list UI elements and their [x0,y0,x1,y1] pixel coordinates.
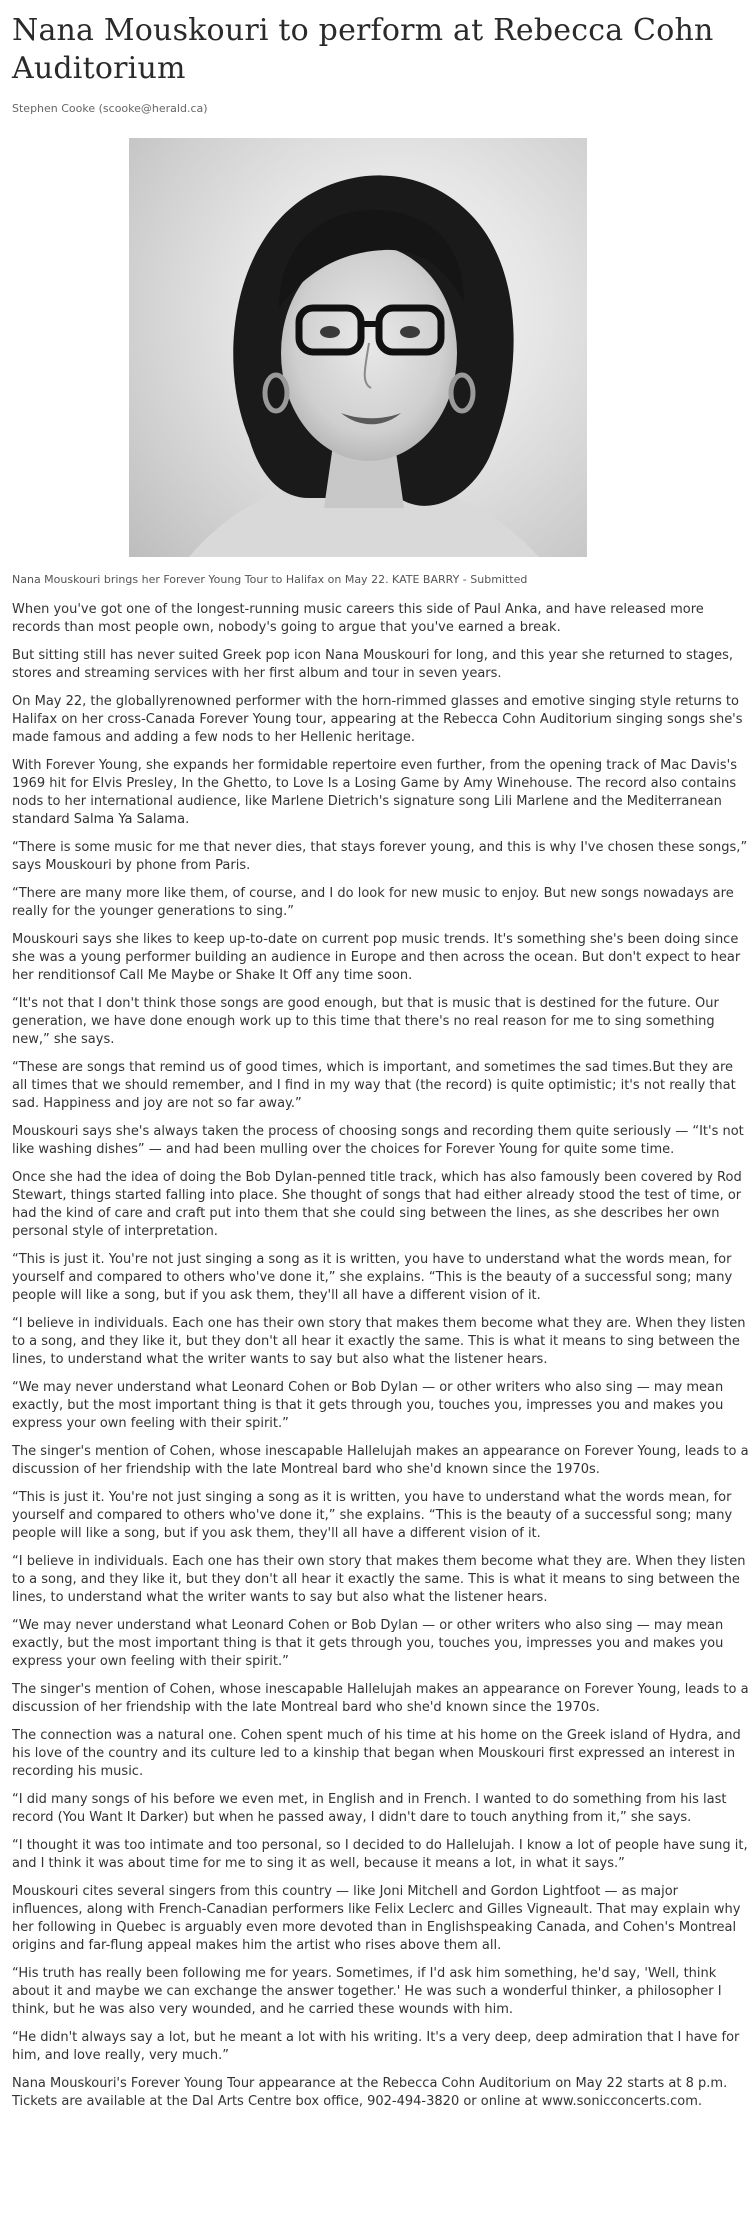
article-photo [129,138,587,557]
paragraph: With Forever Young, she expands her formidable repertoire even further, from the opening track of Mac Davis's 1969 hit for Elvis Presley, In the Ghetto, to Love Is a Losing Game by Amy Winehouse. The record also contains nods to her international audience, like Marlene Dietrich's signature song Lili Marlene and the Mediterranean standard Salma Ya Salama. [12,758,738,827]
paragraph: “There is some music for me that never dies, that stays forever young, and this is why I've chosen these songs,” says Mouskouri by phone from Paris. [12,840,748,873]
paragraph: Once she had the idea of doing the Bob Dylan-penned title track, which has also famously been covered by Rod Stewart, things started falling into place. She thought of songs that had either already stood the test of time, or had the kind of care and craft put into them that she could sing between the lines, as she describes her own personal style of interpretation. [12,1170,742,1239]
paragraph: On May 22, the globallyrenowned performer with the horn-rimmed glasses and emotive singing style returns to Halifax on her cross-Canada Forever Young tour, appearing at the Rebecca Cohn Auditorium singing songs she's made famous and adding a few nods to her Hellenic heritage. [12,694,743,745]
paragraph: “This is just it. You're not just singing a song as it is written, you have to understand what the words mean, for yourself and compared to others who've done it,” she explains. “This is the beauty of a successful song; many people will like a song, but if you ask them, they'll all have a different vision of it. [12,1252,733,1303]
paragraph: “His truth has really been following me for years. Sometimes, if I'd ask him something, he'd say, 'Well, think about it and maybe we can exchange the answer together.' He was such a wonderful thinker, a philosopher I think, but he was also very wounded, and he carried these wounds with him. [12,1966,722,2017]
paragraph: Nana Mouskouri's Forever Young Tour appearance at the Rebecca Cohn Auditorium on May 22 starts at 8 p.m. Tickets are available at the Dal Arts Centre box office, 902-494-3820 or online at www.sonicconcerts.com. [12,2076,728,2109]
paragraph: “We may never understand what Leonard Cohen or Bob Dylan — or other writers who also sing — may mean exactly, but the most important thing is that it gets through you, touches you, impresses you and makes you express your own feeling with their spirit.” [12,1618,724,1669]
paragraph: “I believe in individuals. Each one has their own story that makes them become what they are. When they listen to a song, and they like it, but they don't all hear it exactly the same. This is what it means to sing between the lines, to understand what the writer wants to say but also what the listener hears. [12,1554,746,1605]
paragraph: “I thought it was too intimate and too personal, so I decided to do Hallelujah. I know a lot of people have sung it, and I think it was about time for me to sing it as well, because it means a lot, in what it says.” [12,1838,748,1871]
byline: Stephen Cooke (scooke@herald.ca) [12,102,208,115]
paragraph: The singer's mention of Cohen, whose inescapable Hallelujah makes an appearance on Forever Young, leads to a discussion of her friendship with the late Montreal bard who she'd known since the 1970s. [12,1682,749,1715]
paragraph: The singer's mention of Cohen, whose inescapable Hallelujah makes an appearance on Forever Young, leads to a discussion of her friendship with the late Montreal bard who she'd known since the 1970s. [12,1444,749,1477]
paragraph: “It's not that I don't think those songs are good enough, but that is music that is destined for the future. Our generation, we have done enough work up to this time that there's no real reason for me to sing something new,” she says. [12,996,719,1047]
paragraph: “I did many songs of his before we even met, in English and in French. I wanted to do something from his last record (You Want It Darker) but when he passed away, I didn't dare to touch anything from it,” she says. [12,1792,727,1825]
paragraph: Mouskouri cites several singers from this country — like Joni Mitchell and Gordon Lightfoot — as major influences, along with French-Canadian performers like Felix Leclerc and Gilles Vigneault. That may explain why her following in Quebec is arguably even more devoted than in Englishspeaking Canada, and Cohen's Montreal origins and far-flung appeal makes him the artist who rises above them all. [12,1884,741,1953]
paragraph: “I believe in individuals. Each one has their own story that makes them become what they are. When they listen to a song, and they like it, but they don't all hear it exactly the same. This is what it means to sing between the lines, to understand what the writer wants to say but also what the listener hears. [12,1316,746,1367]
paragraph: But sitting still has never suited Greek pop icon Nana Mouskouri for long, and this year she returned to stages, stores and streaming services with her first album and tour in seven years. [12,648,734,681]
portrait-illustration [129,138,587,557]
article-body [12,601,750,2111]
article-title: Nana Mouskouri to perform at Rebecca Cohn Auditorium [12,13,714,86]
article [12,0,750,2121]
paragraph: “He didn't always say a lot, but he meant a lot with his writing. It's a very deep, deep admiration that I have for him, and love really, very much.” [12,2030,740,2063]
paragraph: “These are songs that remind us of good times, which is important, and sometimes the sad times.But they are all times that we should remember, and I find in my way that (the record) is quite optimistic; it's not really that sad. Happiness and joy are not so far away.” [12,1060,736,1111]
paragraph: “There are many more like them, of course, and I do look for new music to enjoy. But new songs nowadays are really for the younger generations to sing.” [12,886,734,919]
paragraph: When you've got one of the longest-running music careers this side of Paul Anka, and have released more records than most people own, nobody's going to argue that you've earned a break. [12,602,704,635]
paragraph: Mouskouri says she's always taken the process of choosing songs and recording them quite seriously — “It's not like washing dishes” — and had been mulling over the choices for Forever Young for quite some time. [12,1124,744,1157]
photo-caption: Nana Mouskouri brings her Forever Young Tour to Halifax on May 22. KATE BARRY - Submitted [12,573,528,586]
paragraph: “This is just it. You're not just singing a song as it is written, you have to understand what the words mean, for yourself and compared to others who've done it,” she explains. “This is the beauty of a successful song; many people will like a song, but if you ask them, they'll all have a different vision of it. [12,1490,733,1541]
paragraph: “We may never understand what Leonard Cohen or Bob Dylan — or other writers who also sing — may mean exactly, but the most important thing is that it gets through you, touches you, impresses you and makes you express your own feeling with their spirit.” [12,1380,724,1431]
paragraph: Mouskouri says she likes to keep up-to-date on current pop music trends. It's something she's been doing since she was a young performer building an audience in Europe and then across the ocean. But don't expect to hear her renditionsof Call Me Maybe or Shake It Off any time soon. [12,932,741,983]
paragraph: The connection was a natural one. Cohen spent much of his time at his home on the Greek island of Hydra, and his love of the country and its culture led to a kinship that began when Mouskouri first expressed an interest in recording his music. [12,1728,741,1779]
